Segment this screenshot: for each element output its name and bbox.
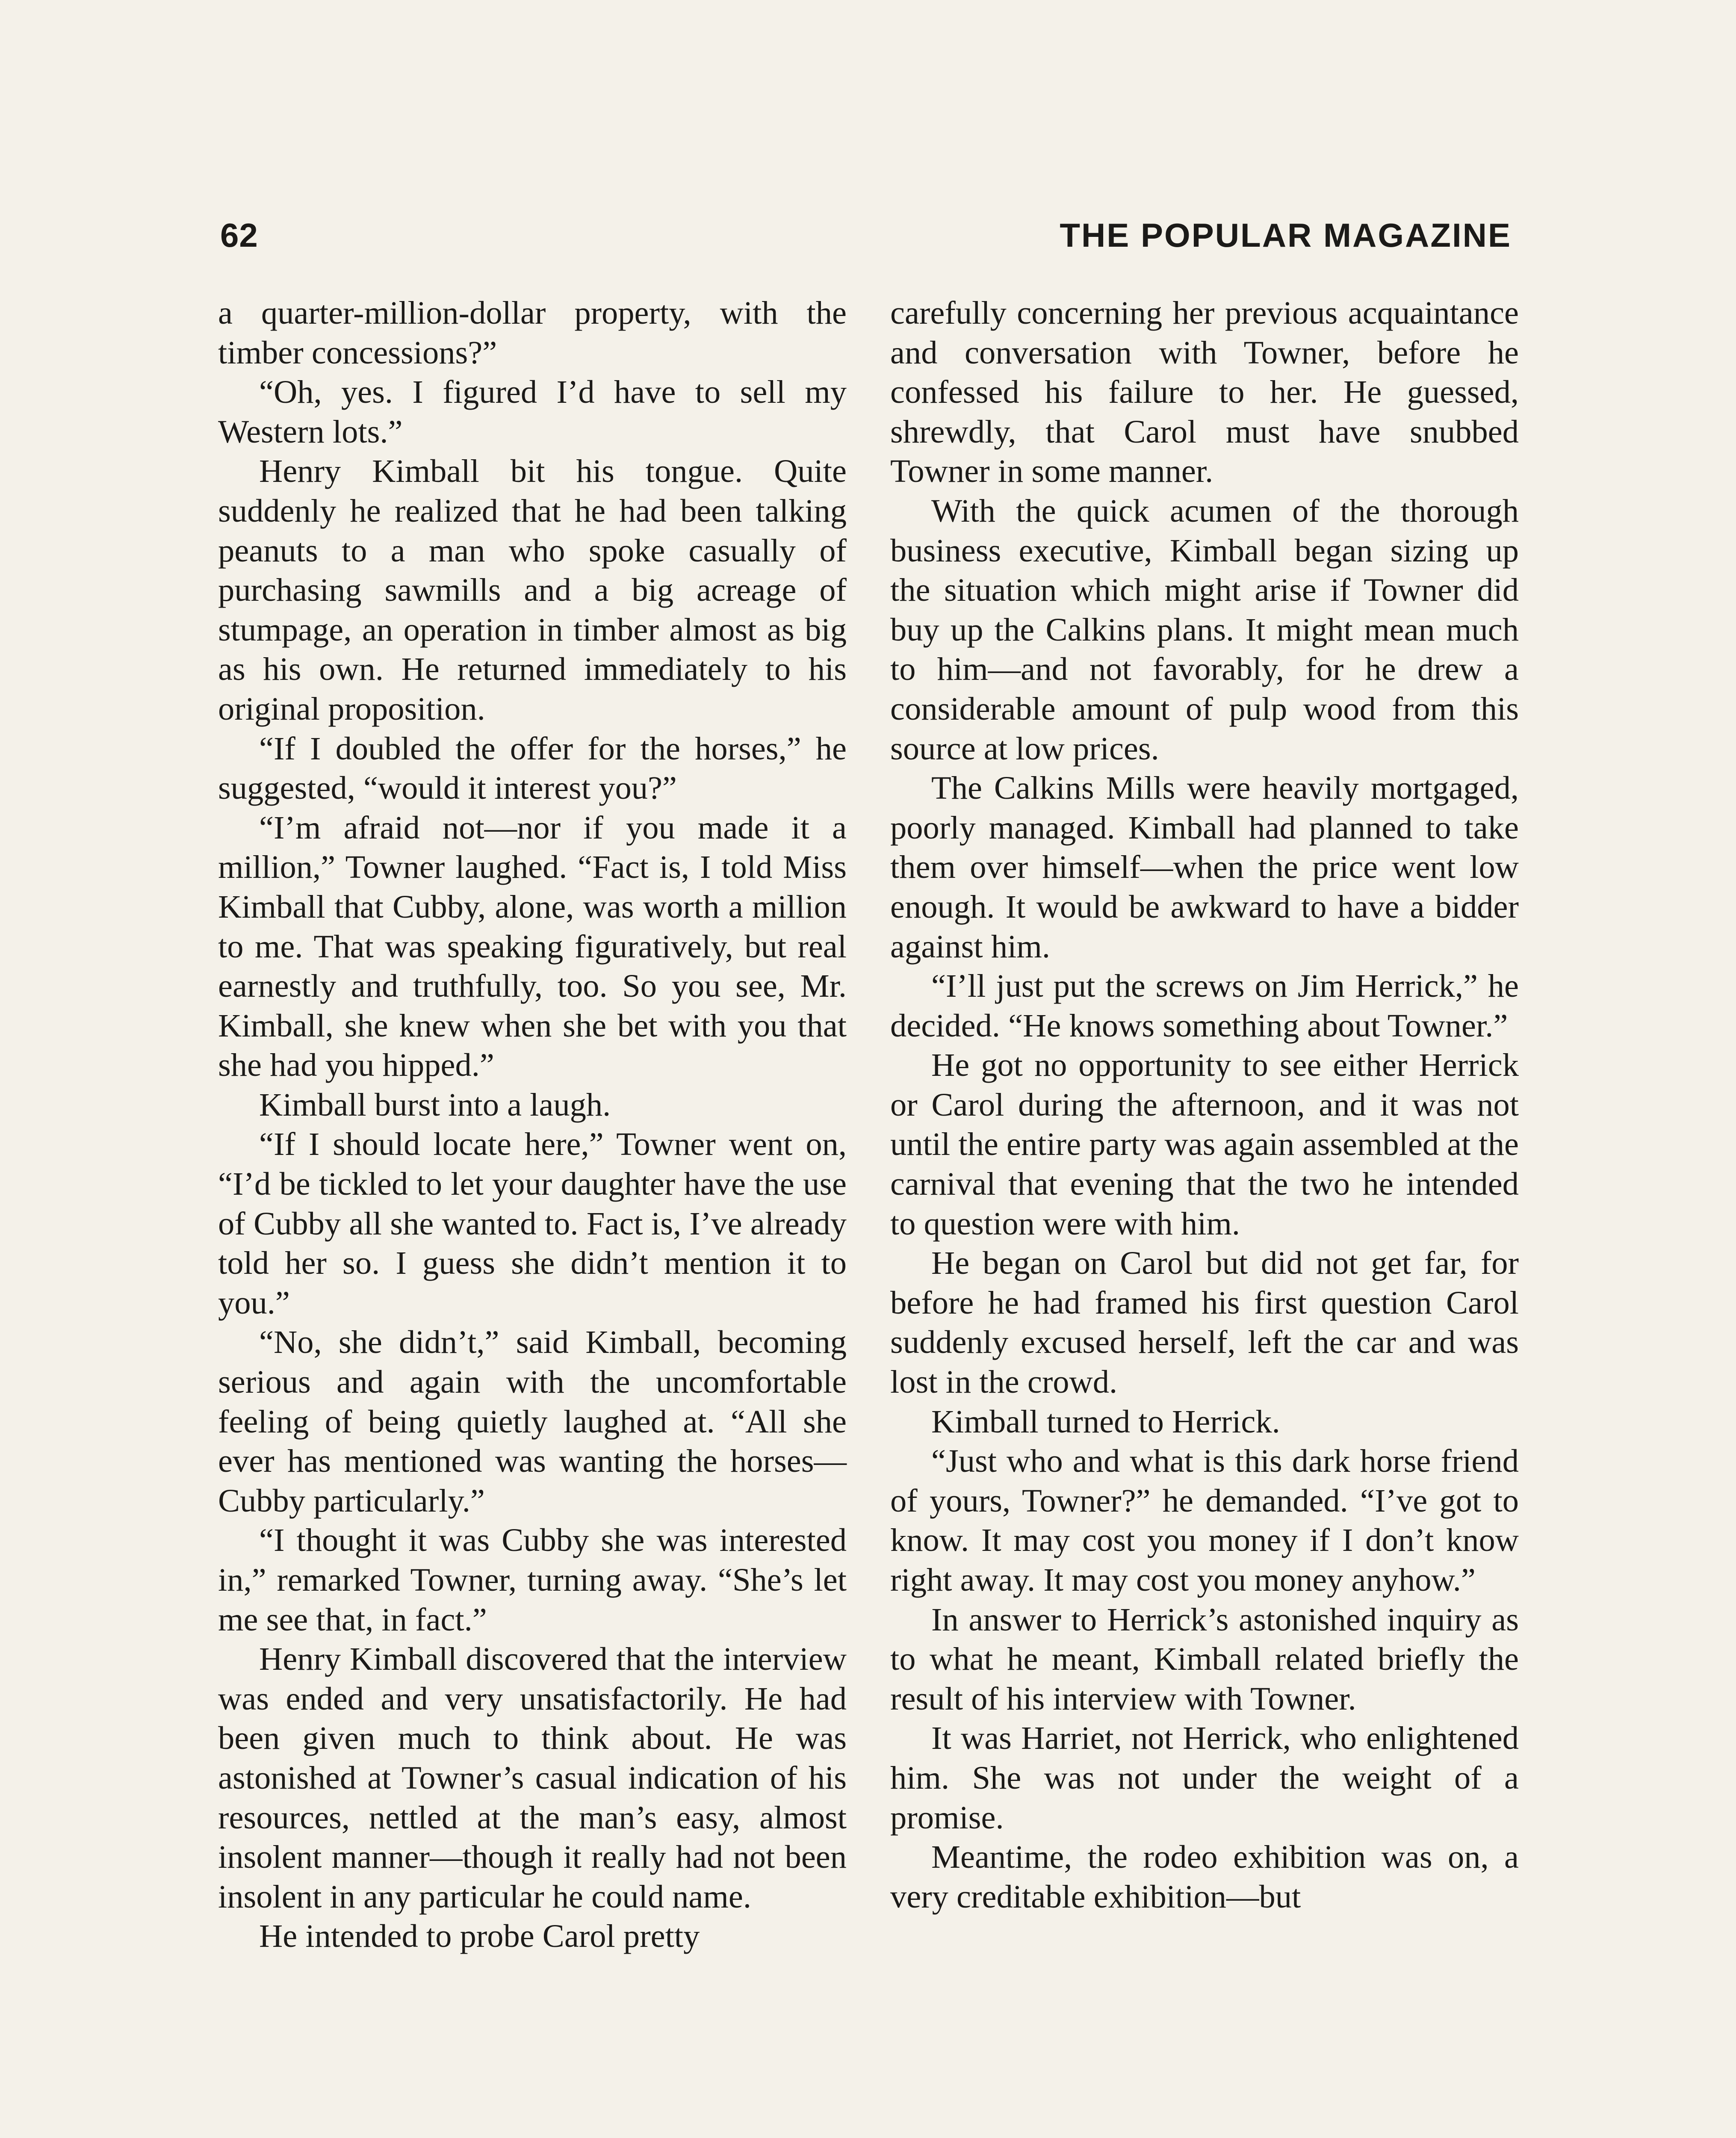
paragraph: Kimball burst into a laugh. [259, 1086, 611, 1123]
paragraph: With the quick acumen of the thorough business executive, Kimball began sizing up the situation which might arise if Towner did buy up the Calkins plans. It might mean much to him—and not favorably, for he drew a considerable amount of pulp wood from this source at low prices. [890, 492, 1519, 767]
paragraph: Meantime, the rodeo exhibition was on, a very creditable exhibition—but [890, 1839, 1519, 1915]
paragraph: The Calkins Mills were heavily mortgaged, poorly managed. Kimball had planned to take them over himself—when the price went low enough. It would be awkward to have a bidder against him. [890, 770, 1519, 965]
paragraph: In answer to Herrick’s astonished inquiry as to what he meant, Kimball related briefly the result of his interview with Towner. [890, 1601, 1519, 1717]
paragraph: “If I should locate here,” Towner went on, “I’d be tickled to let your daughter have the use of Cubby all she wanted to. Fact is, I’ve already told her so. I guess she didn’t mention it to you.” [218, 1126, 847, 1321]
paragraph: Kimball turned to Herrick. [931, 1403, 1280, 1440]
page-header [220, 210, 1512, 265]
paragraph: “Just who and what is this dark horse friend of yours, Towner?” he demanded. “I’ve got to know. It may cost you money if I don’t know right away. It may cost you money anyhow.” [890, 1443, 1519, 1598]
paragraph: carefully concerning her previous acquaintance and conversation with Towner, before he confessed his failure to her. He guessed, shrewdly, that Carol must have snubbed Towner in some manner. [890, 295, 1519, 490]
paragraph: “If I doubled the offer for the horses,” he suggested, “would it interest you?” [218, 730, 847, 806]
paragraph: Henry Kimball bit his tongue. Quite suddenly he realized that he had been talking peanuts to a man who spoke casually of purchasing sawmills and a big acreage of stumpage, an operation in timber almost as big as his own. He returned immediately to his original proposition. [218, 453, 847, 727]
paragraph: He began on Carol but did not get far, for before he had framed his first question Carol suddenly excused herself, left the car and was lost in the crowd. [890, 1245, 1519, 1400]
paragraph: “No, she didn’t,” said Kimball, becoming serious and again with the uncomfortable feeling of being quietly laughed at. “All she ever has mentioned was wanting the horses—Cubby particularly.” [218, 1324, 847, 1519]
paragraph: He got no opportunity to see either Herrick or Carol during the afternoon, and it was not until the entire party was again assembled at the carnival that evening that the two he intended to question were with him. [890, 1047, 1519, 1242]
paragraph: “I thought it was Cubby she was interested in,” remarked Towner, turning away. “She’s let me see that, in fact.” [218, 1522, 847, 1638]
right-column [890, 293, 1519, 1917]
page-number: 62 [220, 216, 258, 254]
paragraph: Henry Kimball discovered that the interview was ended and very unsatisfactorily. He had been given much to think about. He was astonished at Towner’s casual indication of his resources, nettled at the man’s easy, almost insolent manner—though it really had not been insolent in any particular he could name. [218, 1641, 847, 1915]
running-head: THE POPULAR MAGAZINE [1060, 216, 1512, 254]
paragraph: He intended to probe Carol pretty [259, 1918, 700, 1955]
paragraph: “Oh, yes. I figured I’d have to sell my Western lots.” [218, 374, 847, 450]
paragraph: “I’m afraid not—nor if you made it a million,” Towner laughed. “Fact is, I told Miss Kimball that Cubby, alone, was worth a million to me. That was speaking figuratively, but real earnestly and truthfully, too. So you see, Mr. Kimball, she knew when she bet with you that she had you hipped.” [218, 809, 847, 1084]
paragraph: “I’ll just put the screws on Jim Herrick,” he decided. “He knows something about Towner.” [890, 968, 1519, 1044]
paragraph: a quarter-million-dollar property, with the timber concessions?” [218, 295, 847, 371]
left-column [218, 293, 847, 1956]
paragraph: It was Harriet, not Herrick, who enlightened him. She was not under the weight of a promise. [890, 1720, 1519, 1836]
